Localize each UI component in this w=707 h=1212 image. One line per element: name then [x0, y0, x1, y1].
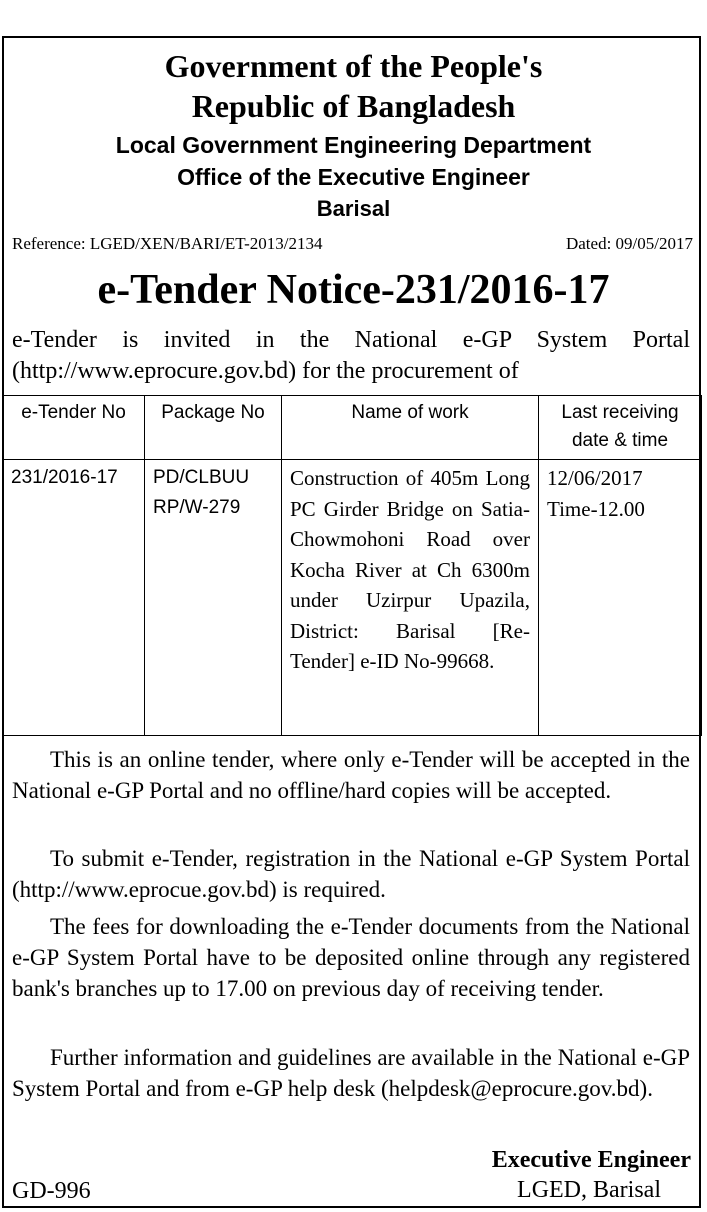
table-row [3, 460, 702, 736]
notice-title: e-Tender Notice-231/2016-17 [97, 267, 610, 313]
tender-table [2, 395, 702, 736]
cell-last-receiving [539, 460, 702, 736]
intro-text: e-Tender is invited in the National e-GP System Portal (http://www.eprocure.gov.bd) for the procurement of [12, 327, 690, 384]
paragraph-fees: The fees for downloading the e-Tender documents from the National e-GP System Portal have to be deposited online through any registered bank's branches up to 17.00 on previous day of receiving tender. [12, 914, 690, 1001]
column-header-name-of-work: Name of work [282, 396, 539, 460]
table-header-row [3, 396, 702, 460]
paragraph-further-info: Further information and guidelines are available in the National e-GP System Portal and from e-GP help desk (helpdesk@eprocure.gov.bd). [12, 1045, 690, 1101]
cell-tender-no: 231/2016-17 [3, 460, 145, 736]
cell-package-no: PD/CLBUU RP/W-279 [145, 460, 282, 736]
column-header-tender-no: e-Tender No [3, 396, 145, 460]
last-receiving-time: Time-12.00 [547, 496, 645, 521]
gd-number: GD-996 [12, 1178, 91, 1204]
notice-date: Dated: 09/05/2017 [565, 234, 693, 253]
column-header-package-no: Package No [145, 396, 282, 460]
reference-number: Reference: LGED/XEN/BARI/ET-2013/2134 [12, 234, 323, 253]
department-name: Local Government Engineering Department [115, 132, 592, 158]
paragraph-online-tender: This is an online tender, where only e-Tender will be accepted in the National e-GP Portal and no offline/hard copies will be accepted. [12, 747, 690, 803]
office-name: Office of the Executive Engineer [177, 164, 530, 190]
signature-title: Executive Engineer [491, 1147, 691, 1173]
cell-name-of-work: Construction of 405m Long PC Girder Bridge on Satia-Chowmohoni Road over Kocha River at Ch 6300m under Uzirpur Upazila, District: Barisal [Re-Tender] e-ID No-99668. [282, 460, 539, 736]
paragraph-registration: To submit e-Tender, registration in the National e-GP System Portal (http://www.eprocue.gov.bd) is required. [12, 846, 690, 902]
government-title-line2: Republic of Bangladesh [191, 88, 516, 124]
column-header-last-receiving: Last receiving date & time [539, 396, 702, 460]
office-city: Barisal [316, 196, 391, 221]
last-receiving-date: 12/06/2017 [547, 466, 643, 490]
signature-office: LGED, Barisal [517, 1177, 661, 1203]
government-title-line1: Government of the People's [164, 48, 543, 84]
